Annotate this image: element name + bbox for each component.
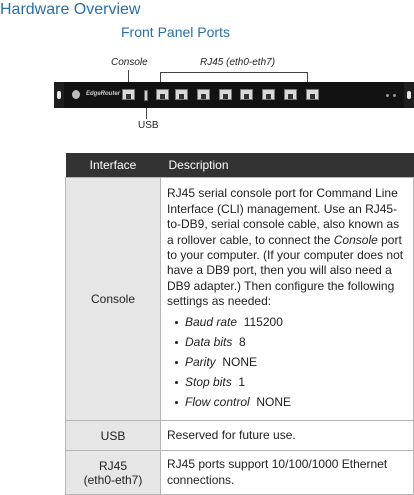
list-item <box>177 392 407 412</box>
description-console <box>161 178 414 421</box>
header-description: Description <box>161 153 414 178</box>
interface-usb: USB <box>66 421 161 451</box>
ubiquiti-logo-icon <box>72 90 80 99</box>
rj45-bracket-top <box>160 72 308 73</box>
header-interface: Interface <box>66 153 161 178</box>
setting-name: Parity <box>185 354 216 369</box>
description-usb: Reserved for future use. <box>161 421 414 451</box>
console-settings-list <box>167 312 407 412</box>
console-desc-part1: RJ45 serial console port for Command Line Interface (CLI) management. Use an RJ45-to-DB9, serial console cable, also known as a rollover cable, to connect the <box>167 186 400 247</box>
setting-name: Stop bits <box>185 374 232 389</box>
interface-rj45 <box>66 451 161 495</box>
table-row-usb <box>66 421 414 451</box>
page-title: Hardware Overview <box>0 1 141 18</box>
rj45-port-eth0 <box>156 89 169 100</box>
console-port <box>122 89 135 100</box>
router-front-panel <box>54 82 414 108</box>
setting-value: 115200 <box>243 314 283 329</box>
list-item <box>177 312 407 332</box>
setting-value: 8 <box>239 334 246 349</box>
usb-port <box>144 90 148 101</box>
rj45-port-eth1 <box>175 89 188 100</box>
list-item <box>177 332 407 352</box>
table-row-rj45 <box>66 451 414 495</box>
rj45-range-label: (eth0-eth7) <box>83 472 143 487</box>
interface-table <box>65 153 414 495</box>
rj45-port-eth6 <box>284 89 297 100</box>
console-desc-part2: port to your computer. (If your computer does not have a DB9 port, then you will also need a DB9 adapter.) Then configure the following settings as needed: <box>167 232 404 309</box>
console-description-text <box>167 186 407 309</box>
power-led <box>393 94 396 97</box>
rack-ear-right <box>404 82 414 108</box>
setting-value: 1 <box>238 374 246 389</box>
rj45-port-eth4 <box>240 89 253 100</box>
section-subtitle: Front Panel Ports <box>121 24 230 40</box>
callout-console: Console <box>111 57 148 68</box>
brand-label: EdgeRouter <box>86 91 121 97</box>
rj45-port-eth5 <box>262 89 275 100</box>
console-desc-italic: Console <box>333 232 378 247</box>
setting-name: Baud rate <box>185 314 238 329</box>
rj45-label: RJ45 <box>98 458 127 473</box>
interface-console: Console <box>66 178 161 421</box>
table-row-console <box>66 178 414 421</box>
table-header-row <box>66 153 414 178</box>
list-item <box>177 372 407 392</box>
rack-ear-left <box>54 82 64 108</box>
setting-name: Data bits <box>185 334 233 349</box>
list-item <box>177 352 407 372</box>
setting-value: NONE <box>256 394 292 409</box>
status-led <box>386 94 389 97</box>
rj45-port-eth3 <box>219 89 232 100</box>
callout-rj45: RJ45 (eth0-eth7) <box>200 57 276 68</box>
rj45-port-eth2 <box>197 89 210 100</box>
callout-usb: USB <box>138 120 159 131</box>
setting-value: NONE <box>222 354 258 369</box>
rj45-port-eth7 <box>306 89 319 100</box>
setting-name: Flow control <box>185 394 250 409</box>
description-rj45: RJ45 ports support 10/100/1000 Ethernet connections. <box>161 451 414 495</box>
